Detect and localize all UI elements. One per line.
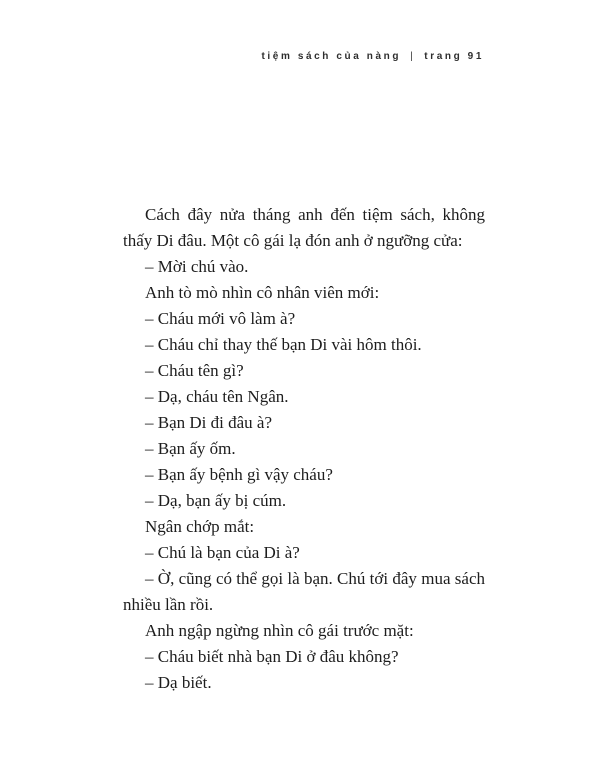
body-text-block <box>123 202 485 696</box>
paragraph: – Cháu tên gì? <box>145 361 244 380</box>
paragraph: – Cháu biết nhà bạn Di ở đâu không? <box>145 647 399 666</box>
paragraph: – Mời chú vào. <box>145 257 249 276</box>
header-separator: | <box>410 51 416 62</box>
running-head <box>124 51 484 62</box>
paragraph: – Cháu mới vô làm à? <box>145 309 296 328</box>
paragraph: – Dạ, bạn ấy bị cúm. <box>145 491 287 510</box>
paragraph: – Bạn ấy bệnh gì vậy cháu? <box>145 465 333 484</box>
paragraph: Anh ngập ngừng nhìn cô gái trước mặt: <box>145 621 414 640</box>
paragraph: – Ờ, cũng có thể gọi là bạn. Chú tới đây mua sách nhiều lần rồi. <box>123 569 485 614</box>
paragraph: Ngân chớp mắt: <box>145 517 255 536</box>
paragraph: – Cháu chỉ thay thế bạn Di vài hôm thôi. <box>145 335 422 354</box>
paragraph: – Bạn ấy ốm. <box>145 439 236 458</box>
paragraph: – Dạ biết. <box>145 673 212 692</box>
page-number-label: trang 91 <box>424 51 484 62</box>
paragraph: – Bạn Di đi đâu à? <box>145 413 272 432</box>
paragraph: Cách đây nửa tháng anh đến tiệm sách, không thấy Di đâu. Một cô gái lạ đón anh ở ngưỡng cửa: <box>123 205 485 250</box>
paragraph: Anh tò mò nhìn cô nhân viên mới: <box>145 283 380 302</box>
paragraph: – Dạ, cháu tên Ngân. <box>145 387 289 406</box>
book-title: tiệm sách của nàng <box>261 51 402 62</box>
paragraph: – Chú là bạn của Di à? <box>145 543 300 562</box>
